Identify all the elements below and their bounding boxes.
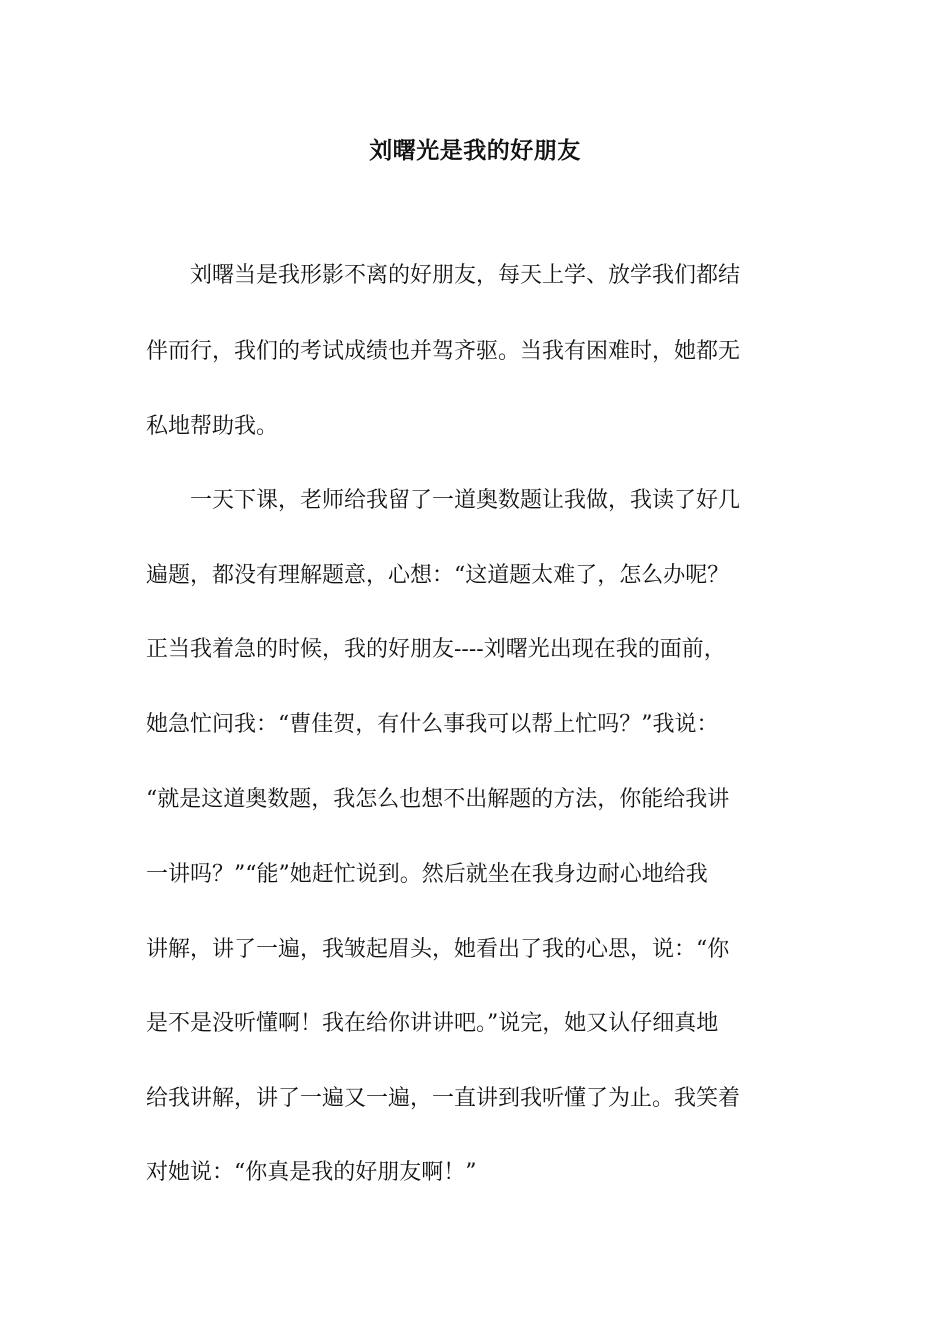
text-line: 遍题，都没有理解题意，心想：“这道题太难了，怎么办呢？ [146,563,730,588]
text-line: 讲解，讲了一遍，我皱起眉头，她看出了我的心思，说：“你 [146,937,730,962]
text-line: 她急忙问我：“曹佳贺，有什么事我可以帮上忙吗？”我说： [146,712,719,737]
text-line: 正当我着急的时候，我的好朋友----刘曙光出现在我的面前， [146,637,726,662]
text-line: 刘曙当是我形影不离的好朋友，每天上学、放学我们都结 [146,263,741,288]
text-line: 一天下课，老师给我留了一道奥数题让我做，我读了好几 [146,488,741,513]
text-line: “就是这道奥数题，我怎么也想不出解题的方法，你能给我讲 [146,787,730,812]
text-line: 给我讲解，讲了一遍又一遍，一直讲到我听懂了为止。我笑着 [146,1086,741,1111]
text-line: 私地帮助我。 [146,414,279,439]
text-line: 对她说：“你真是我的好朋友啊！” [146,1160,477,1185]
text-line: 是不是没听懂啊！我在给你讲讲吧。”说完，她又认仔细真地 [146,1011,719,1036]
document-title: 刘曙光是我的好朋友 [369,137,581,164]
text-line: 一讲吗？”“能”她赶忙说到。然后就坐在我身边耐心地给我 [146,862,708,887]
text-line: 伴而行，我们的考试成绩也并驾齐驱。当我有困难时，她都无 [146,339,741,364]
